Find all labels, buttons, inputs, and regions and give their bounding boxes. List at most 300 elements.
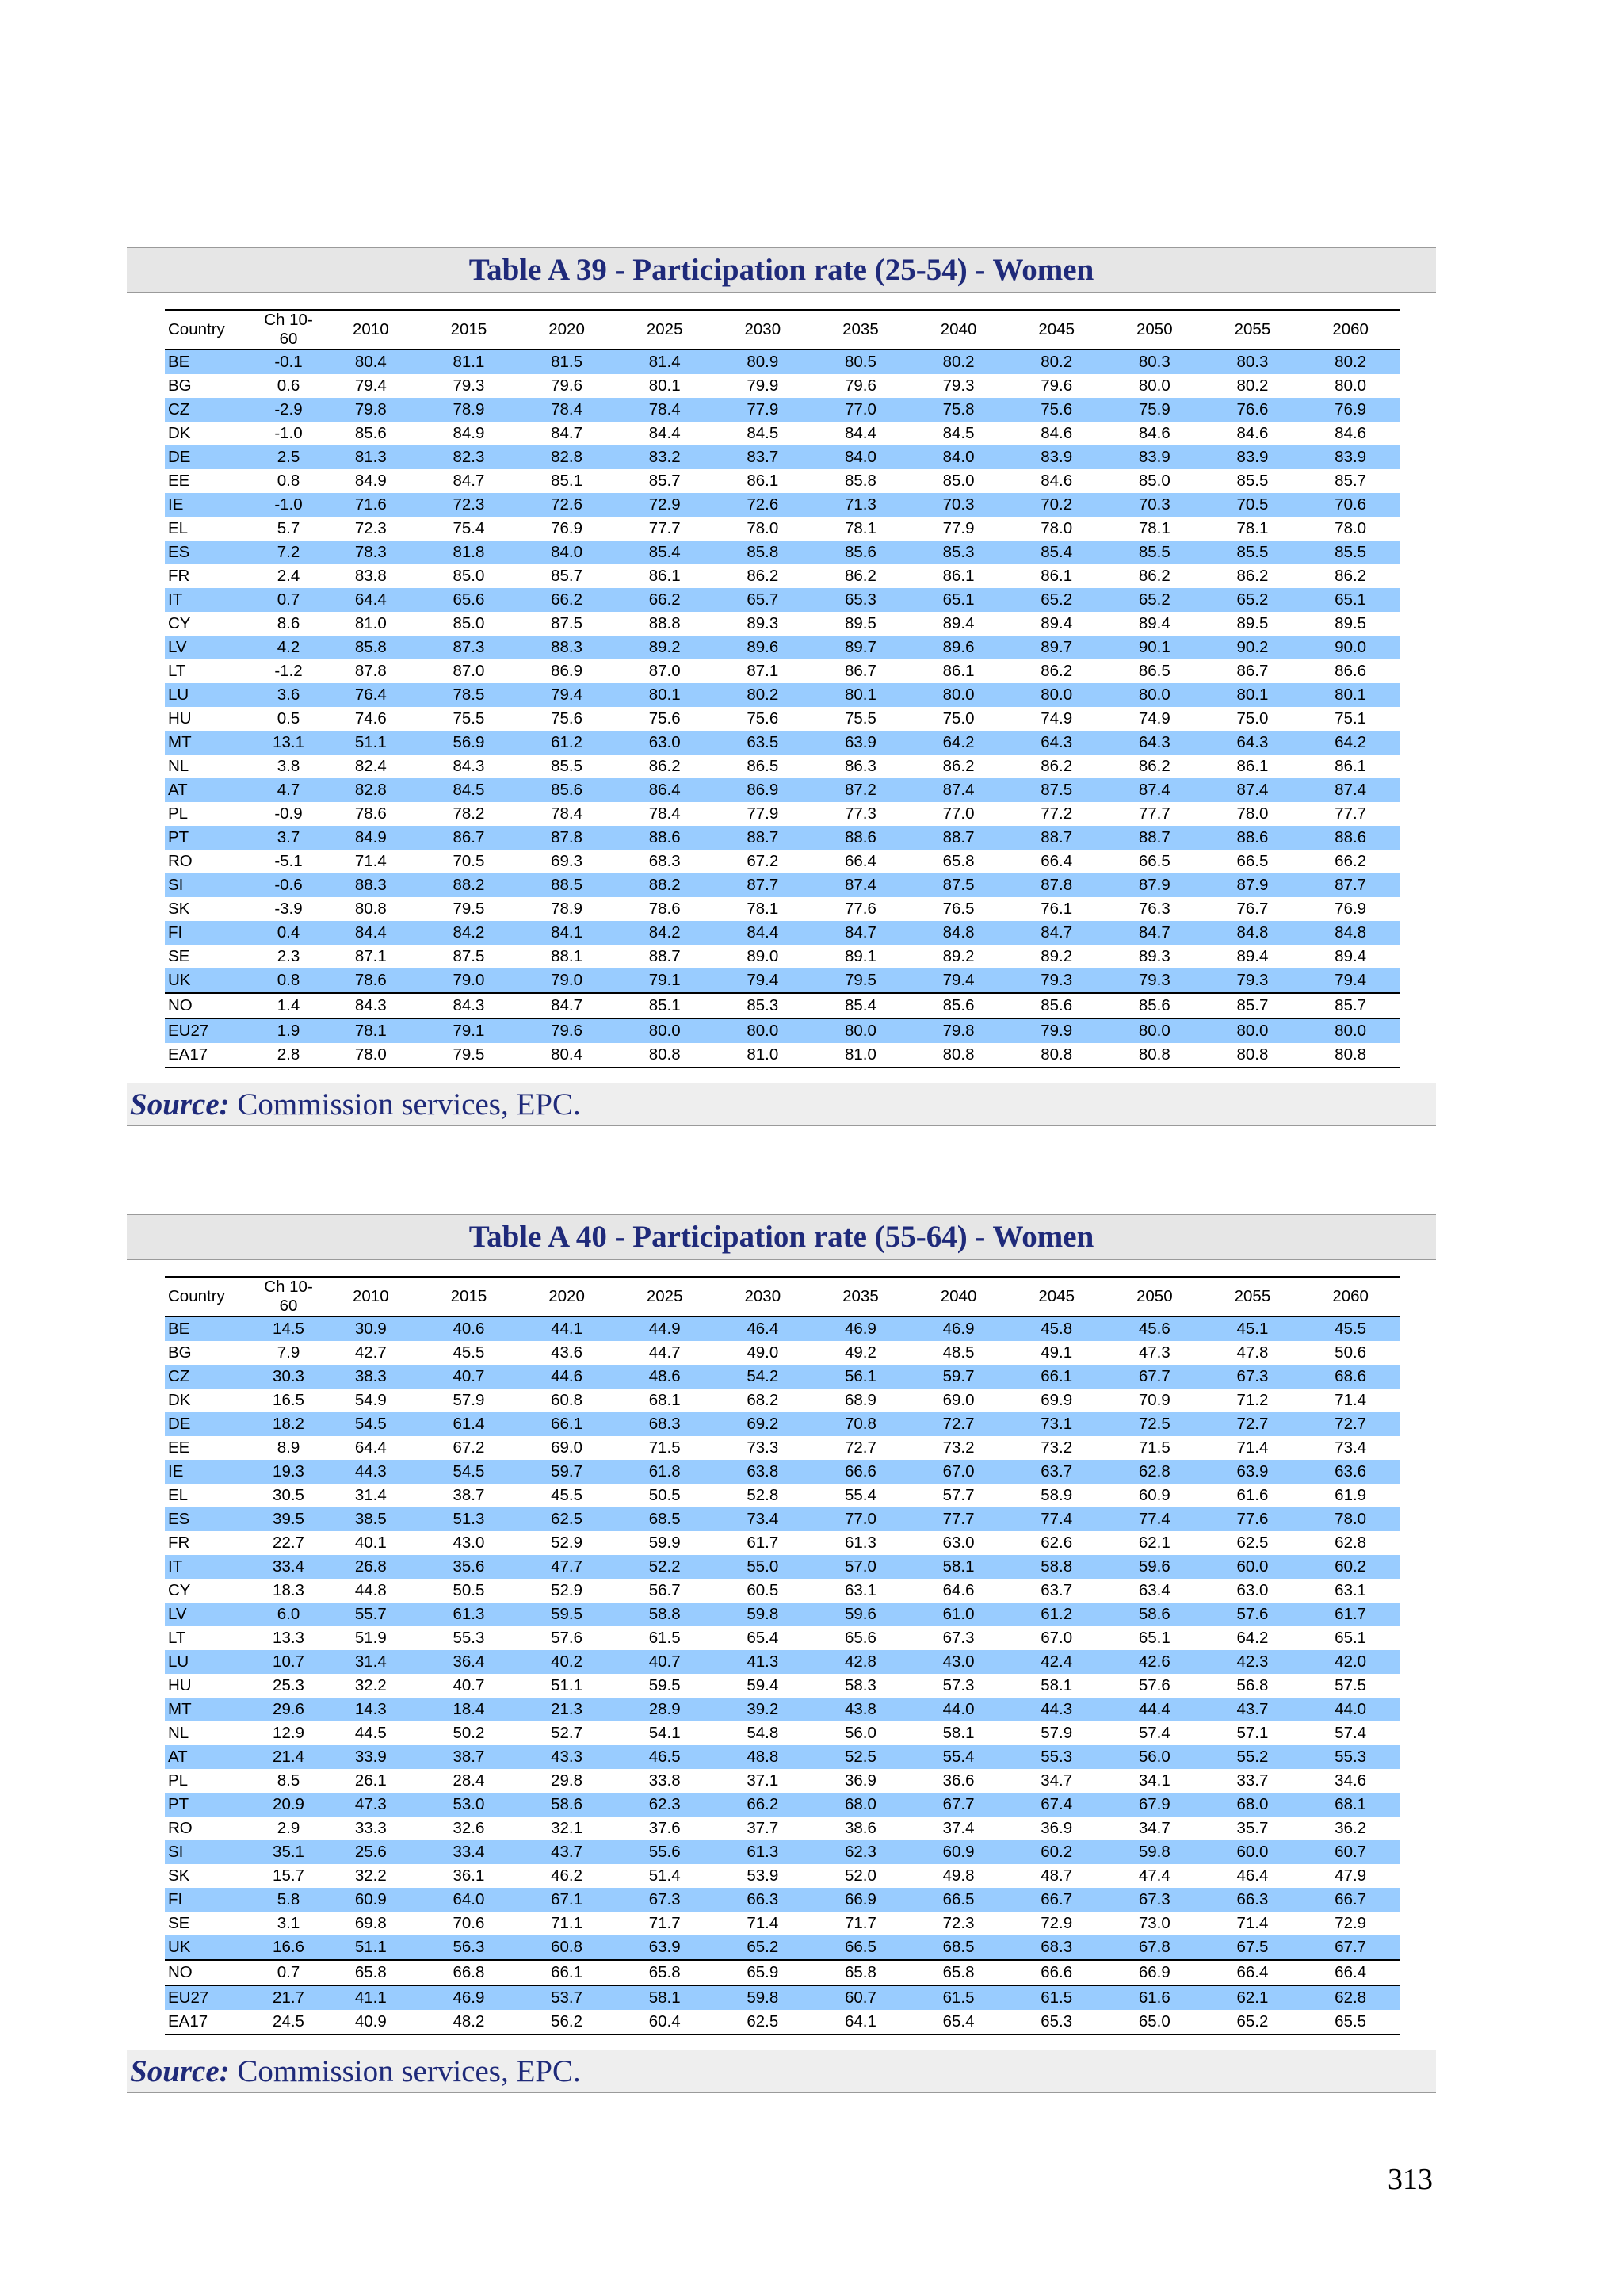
value-cell: 65.0 <box>1106 2010 1204 2034</box>
value-cell: 84.9 <box>322 826 420 850</box>
value-cell: 61.5 <box>910 1985 1008 2010</box>
value-cell: 80.0 <box>1106 1018 1204 1043</box>
value-cell: 38.6 <box>844 1819 876 1837</box>
column-header: 2035 <box>812 1277 910 1316</box>
value-cell: 16.6 <box>255 1935 322 1960</box>
value-cell: 36.1 <box>453 1866 485 1885</box>
value-cell: 80.1 <box>1301 683 1400 707</box>
table-row <box>165 802 1400 826</box>
value-cell: 89.6 <box>910 636 1008 659</box>
value-cell: 68.3 <box>616 1412 714 1436</box>
country-cell: BE <box>165 350 255 374</box>
value-cell: 63.7 <box>1041 1581 1073 1599</box>
value-cell: 89.0 <box>747 947 779 965</box>
value-cell: 25.3 <box>273 1676 304 1694</box>
value-cell: 65.2 <box>1204 588 1302 612</box>
value-cell: 65.1 <box>1335 1629 1367 1647</box>
country-cell: AT <box>165 778 255 802</box>
value-cell: 61.7 <box>747 1534 779 1552</box>
value-cell: 40.9 <box>322 2010 420 2034</box>
value-cell: 85.6 <box>1106 993 1204 1018</box>
value-cell: 8.9 <box>277 1438 300 1457</box>
value-cell: 59.7 <box>910 1365 1008 1389</box>
country-cell: EU27 <box>165 1985 255 2010</box>
value-cell: 35.6 <box>420 1555 518 1579</box>
value-cell: 72.9 <box>1041 1914 1073 1932</box>
table-row <box>165 1698 1400 1721</box>
value-cell: 72.7 <box>1204 1412 1302 1436</box>
value-cell: 57.6 <box>1138 1676 1170 1694</box>
value-cell: 68.3 <box>1007 1935 1106 1960</box>
value-cell: 68.3 <box>648 852 681 870</box>
value-cell: 86.1 <box>1041 567 1073 585</box>
value-cell: 76.7 <box>1236 900 1269 918</box>
country-cell: HU <box>168 709 192 728</box>
value-cell: 52.0 <box>844 1866 876 1885</box>
value-cell: 69.2 <box>714 1412 812 1436</box>
value-cell: 90.1 <box>1106 636 1204 659</box>
value-cell: 37.6 <box>648 1819 681 1837</box>
value-cell: 57.7 <box>942 1486 975 1504</box>
value-cell: 60.4 <box>616 2010 714 2034</box>
value-cell: 57.4 <box>1138 1724 1170 1742</box>
value-cell: 57.0 <box>812 1555 910 1579</box>
value-cell: 72.3 <box>942 1914 975 1932</box>
value-cell: 55.4 <box>910 1745 1008 1769</box>
value-cell: 62.3 <box>812 1840 910 1864</box>
value-cell: 79.9 <box>747 376 779 395</box>
value-cell: 5.8 <box>255 1888 322 1912</box>
value-cell: 69.9 <box>1041 1391 1073 1409</box>
value-cell: 54.2 <box>714 1365 812 1389</box>
value-cell: 47.3 <box>1138 1343 1170 1362</box>
value-cell: 83.9 <box>1106 445 1204 469</box>
value-cell: 86.5 <box>1138 662 1170 680</box>
table-row <box>165 659 1400 683</box>
value-cell: 44.8 <box>354 1581 387 1599</box>
value-cell: 58.8 <box>616 1603 714 1626</box>
column-header: 2050 <box>1106 1277 1204 1316</box>
value-cell: 33.8 <box>648 1771 681 1790</box>
value-cell: 84.6 <box>1335 424 1367 442</box>
country-cell: EA17 <box>165 2010 255 2034</box>
value-cell: 3.6 <box>255 683 322 707</box>
value-cell: 43.8 <box>812 1698 910 1721</box>
country-cell: IT <box>165 1555 255 1579</box>
value-cell: 31.4 <box>322 1650 420 1674</box>
value-cell: 78.1 <box>844 519 876 537</box>
value-cell: 86.6 <box>1335 662 1367 680</box>
value-cell: 66.1 <box>517 1960 616 1985</box>
value-cell: 62.1 <box>1204 1985 1302 2010</box>
value-cell: 51.9 <box>354 1629 387 1647</box>
value-cell: 19.3 <box>255 1460 322 1484</box>
value-cell: 79.6 <box>1041 376 1073 395</box>
value-cell: 89.4 <box>942 614 975 632</box>
value-cell: 84.3 <box>453 757 485 775</box>
value-cell: 86.1 <box>1335 757 1367 775</box>
value-cell: 71.3 <box>812 493 910 517</box>
value-cell: 65.8 <box>322 1960 420 1985</box>
value-cell: 81.0 <box>714 1043 812 1068</box>
value-cell: 73.4 <box>1335 1438 1367 1457</box>
table-header-row <box>165 1277 1400 1316</box>
value-cell: 84.6 <box>1138 424 1170 442</box>
value-cell: 42.4 <box>1007 1650 1106 1674</box>
value-cell: 45.5 <box>1301 1316 1400 1341</box>
value-cell: 87.7 <box>714 873 812 897</box>
table-row <box>165 1935 1400 1960</box>
value-cell: 50.2 <box>453 1724 485 1742</box>
value-cell: 64.1 <box>812 2010 910 2034</box>
value-cell: 88.2 <box>420 873 518 897</box>
value-cell: 57.4 <box>1335 1724 1367 1742</box>
value-cell: 75.5 <box>453 709 485 728</box>
value-cell: 80.3 <box>1106 350 1204 374</box>
value-cell: 77.0 <box>812 1507 910 1531</box>
value-cell: 25.6 <box>322 1840 420 1864</box>
value-cell: -0.6 <box>255 873 322 897</box>
value-cell: 85.7 <box>1335 472 1367 490</box>
value-cell: 44.3 <box>1007 1698 1106 1721</box>
value-cell: 81.0 <box>812 1043 910 1068</box>
value-cell: 65.4 <box>910 2010 1008 2034</box>
value-cell: 44.0 <box>1301 1698 1400 1721</box>
value-cell: 79.5 <box>812 968 910 993</box>
value-cell: 79.1 <box>420 1018 518 1043</box>
value-cell: 60.5 <box>747 1581 779 1599</box>
value-cell: 64.3 <box>1007 731 1106 755</box>
value-cell: 60.9 <box>1138 1486 1170 1504</box>
value-cell: 42.3 <box>1204 1650 1302 1674</box>
value-cell: 77.7 <box>1138 804 1170 823</box>
value-cell: 61.5 <box>1007 1985 1106 2010</box>
country-cell: LV <box>165 1603 255 1626</box>
value-cell: 79.3 <box>1204 968 1302 993</box>
value-cell: 44.4 <box>1106 1698 1204 1721</box>
table-row <box>165 897 1400 921</box>
value-cell: 80.1 <box>812 683 910 707</box>
value-cell: -0.1 <box>255 350 322 374</box>
value-cell: 86.2 <box>1138 757 1170 775</box>
country-cell: BG <box>168 1343 192 1362</box>
value-cell: 86.2 <box>844 567 876 585</box>
value-cell: 85.7 <box>648 472 681 490</box>
value-cell: 73.4 <box>714 1507 812 1531</box>
table-row <box>165 1603 1400 1626</box>
value-cell: 68.2 <box>747 1391 779 1409</box>
value-cell: 33.4 <box>420 1840 518 1864</box>
value-cell: 55.0 <box>714 1555 812 1579</box>
value-cell: 89.2 <box>942 947 975 965</box>
page-number: 313 <box>1388 2163 1433 2196</box>
value-cell: 71.4 <box>354 852 387 870</box>
value-cell: 88.6 <box>1301 826 1400 850</box>
country-cell: EU27 <box>165 1018 255 1043</box>
value-cell: 80.0 <box>1007 683 1106 707</box>
country-cell: CZ <box>165 398 255 422</box>
value-cell: 72.6 <box>714 493 812 517</box>
value-cell: 65.3 <box>1007 2010 1106 2034</box>
value-cell: 89.7 <box>1007 636 1106 659</box>
value-cell: 78.4 <box>551 804 583 823</box>
value-cell: 48.2 <box>420 2010 518 2034</box>
table-row <box>165 1555 1400 1579</box>
value-cell: 77.6 <box>844 900 876 918</box>
value-cell: 49.2 <box>844 1343 876 1362</box>
value-cell: 67.3 <box>616 1888 714 1912</box>
value-cell: 78.1 <box>1138 519 1170 537</box>
country-cell: SK <box>168 900 190 918</box>
country-cell: CZ <box>165 1365 255 1389</box>
value-cell: 63.0 <box>942 1534 975 1552</box>
value-cell: 0.6 <box>277 376 300 395</box>
value-cell: 86.7 <box>844 662 876 680</box>
value-cell: 85.8 <box>714 541 812 564</box>
table-row <box>165 1531 1400 1555</box>
value-cell: 78.9 <box>551 900 583 918</box>
value-cell: 34.6 <box>1335 1771 1367 1790</box>
value-cell: 57.9 <box>1041 1724 1073 1742</box>
value-cell: 88.7 <box>1007 826 1106 850</box>
value-cell: 87.4 <box>1301 778 1400 802</box>
value-cell: 85.4 <box>812 993 910 1018</box>
value-cell: 79.4 <box>1301 968 1400 993</box>
value-cell: 58.8 <box>1007 1555 1106 1579</box>
value-cell: 58.1 <box>1041 1676 1073 1694</box>
table-row <box>165 1674 1400 1698</box>
value-cell: -0.9 <box>274 804 303 823</box>
column-header: 2020 <box>517 310 616 350</box>
table-row <box>165 778 1400 802</box>
value-cell: 83.9 <box>1204 445 1302 469</box>
value-cell: 0.5 <box>277 709 300 728</box>
value-cell: 8.6 <box>277 614 300 632</box>
value-cell: 38.3 <box>322 1365 420 1389</box>
country-cell: SI <box>165 1840 255 1864</box>
value-cell: 75.4 <box>453 519 485 537</box>
table-row <box>165 564 1400 588</box>
value-cell: 13.3 <box>273 1629 304 1647</box>
value-cell: 66.2 <box>616 588 714 612</box>
table-row <box>165 826 1400 850</box>
table-row <box>165 1389 1400 1412</box>
value-cell: 62.8 <box>1335 1534 1367 1552</box>
value-cell: 79.3 <box>1007 968 1106 993</box>
value-cell: 59.8 <box>1106 1840 1204 1864</box>
value-cell: 88.7 <box>648 947 681 965</box>
value-cell: 47.3 <box>322 1793 420 1817</box>
value-cell: 85.3 <box>910 541 1008 564</box>
value-cell: 34.1 <box>1138 1771 1170 1790</box>
table-row <box>165 1840 1400 1864</box>
value-cell: 70.9 <box>1138 1391 1170 1409</box>
value-cell: 89.5 <box>1335 614 1367 632</box>
value-cell: 44.9 <box>616 1316 714 1341</box>
value-cell: 87.5 <box>551 614 583 632</box>
value-cell: 78.0 <box>1041 519 1073 537</box>
value-cell: 78.6 <box>648 900 681 918</box>
value-cell: 74.9 <box>1041 709 1073 728</box>
column-header: Ch 10-60 <box>255 310 322 350</box>
table-row <box>165 1460 1400 1484</box>
value-cell: 71.4 <box>1236 1914 1269 1932</box>
table-row <box>165 517 1400 541</box>
value-cell: 77.7 <box>648 519 681 537</box>
value-cell: 38.5 <box>322 1507 420 1531</box>
value-cell: 56.0 <box>1106 1745 1204 1769</box>
table-row <box>165 445 1400 469</box>
value-cell: 67.2 <box>453 1438 485 1457</box>
value-cell: 87.4 <box>910 778 1008 802</box>
value-cell: 79.5 <box>420 1043 518 1068</box>
value-cell: 66.6 <box>1007 1960 1106 1985</box>
value-cell: 29.8 <box>551 1771 583 1790</box>
table-a39-section <box>127 247 1436 1064</box>
country-cell: BE <box>165 1316 255 1341</box>
value-cell: 56.2 <box>517 2010 616 2034</box>
country-cell: EE <box>168 472 190 490</box>
country-cell: NL <box>168 757 189 775</box>
table-header-row <box>165 310 1400 350</box>
value-cell: 55.4 <box>844 1486 876 1504</box>
country-cell: PT <box>165 826 255 850</box>
value-cell: 81.4 <box>616 350 714 374</box>
value-cell: 78.6 <box>322 968 420 993</box>
value-cell: 86.2 <box>1041 757 1073 775</box>
value-cell: 66.4 <box>1204 1960 1302 1985</box>
value-cell: 87.1 <box>747 662 779 680</box>
country-cell: ES <box>165 541 255 564</box>
value-cell: 37.7 <box>747 1819 779 1837</box>
country-cell: FR <box>168 567 190 585</box>
country-cell: NO <box>165 1960 255 1985</box>
value-cell: 80.8 <box>910 1043 1008 1068</box>
value-cell: 80.2 <box>1236 376 1269 395</box>
value-cell: 65.2 <box>714 1935 812 1960</box>
value-cell: 69.0 <box>551 1438 583 1457</box>
value-cell: 72.9 <box>616 493 714 517</box>
value-cell: 56.9 <box>420 731 518 755</box>
value-cell: 63.1 <box>1335 1581 1367 1599</box>
value-cell: 64.2 <box>910 731 1008 755</box>
value-cell: 65.3 <box>812 588 910 612</box>
value-cell: 80.1 <box>616 683 714 707</box>
table-row <box>165 1650 1400 1674</box>
value-cell: 84.3 <box>322 993 420 1018</box>
country-cell: LV <box>165 636 255 659</box>
value-cell: 84.9 <box>453 424 485 442</box>
country-cell: LU <box>165 1650 255 1674</box>
value-cell: 60.0 <box>1204 1840 1302 1864</box>
column-header: 2060 <box>1301 310 1400 350</box>
value-cell: 51.1 <box>322 1935 420 1960</box>
column-header: 2015 <box>420 1277 518 1316</box>
value-cell: 60.2 <box>1007 1840 1106 1864</box>
table-row <box>165 541 1400 564</box>
value-cell: 35.7 <box>1236 1819 1269 1837</box>
value-cell: 76.9 <box>1335 900 1367 918</box>
value-cell: 78.5 <box>420 683 518 707</box>
value-cell: 64.2 <box>1236 1629 1269 1647</box>
value-cell: 76.1 <box>1041 900 1073 918</box>
value-cell: 78.2 <box>453 804 485 823</box>
value-cell: 64.6 <box>942 1581 975 1599</box>
value-cell: 72.6 <box>517 493 616 517</box>
value-cell: 35.1 <box>255 1840 322 1864</box>
value-cell: 72.9 <box>1335 1914 1367 1932</box>
value-cell: 70.6 <box>453 1914 485 1932</box>
value-cell: 80.0 <box>1106 683 1204 707</box>
value-cell: 6.0 <box>255 1603 322 1626</box>
country-cell: CY <box>168 614 191 632</box>
value-cell: 80.8 <box>1106 1043 1204 1068</box>
value-cell: -1.2 <box>274 662 303 680</box>
value-cell: 32.2 <box>354 1866 387 1885</box>
value-cell: 56.1 <box>812 1365 910 1389</box>
value-cell: 79.4 <box>714 968 812 993</box>
value-cell: 82.8 <box>517 445 616 469</box>
value-cell: 58.1 <box>942 1724 975 1742</box>
value-cell: 89.5 <box>844 614 876 632</box>
value-cell: 42.0 <box>1301 1650 1400 1674</box>
value-cell: 78.3 <box>322 541 420 564</box>
value-cell: 77.6 <box>1204 1507 1302 1531</box>
value-cell: 85.6 <box>910 993 1008 1018</box>
value-cell: 62.8 <box>1301 1985 1400 2010</box>
value-cell: 69.3 <box>551 852 583 870</box>
value-cell: 59.9 <box>648 1534 681 1552</box>
value-cell: 60.7 <box>1301 1840 1400 1864</box>
value-cell: 43.3 <box>517 1745 616 1769</box>
value-cell: 36.4 <box>420 1650 518 1674</box>
value-cell: 45.8 <box>1007 1316 1106 1341</box>
table-row <box>165 1985 1400 2010</box>
value-cell: 60.9 <box>322 1888 420 1912</box>
value-cell: 87.0 <box>453 662 485 680</box>
value-cell: 89.2 <box>616 636 714 659</box>
value-cell: 66.5 <box>910 1888 1008 1912</box>
value-cell: 84.7 <box>1007 921 1106 945</box>
value-cell: 72.5 <box>1106 1412 1204 1436</box>
value-cell: 86.7 <box>420 826 518 850</box>
value-cell: 33.7 <box>1236 1771 1269 1790</box>
value-cell: 88.3 <box>322 873 420 897</box>
value-cell: 88.6 <box>616 826 714 850</box>
column-header: Country <box>165 1277 255 1316</box>
value-cell: 65.2 <box>1106 588 1204 612</box>
participation-table-25-54 <box>165 309 1400 1068</box>
value-cell: 84.7 <box>551 424 583 442</box>
value-cell: 61.9 <box>1335 1486 1367 1504</box>
table-row <box>165 350 1400 374</box>
value-cell: 78.1 <box>1236 519 1269 537</box>
value-cell: 0.4 <box>255 921 322 945</box>
value-cell: 58.6 <box>1106 1603 1204 1626</box>
value-cell: 43.7 <box>1204 1698 1302 1721</box>
value-cell: 49.1 <box>1041 1343 1073 1362</box>
value-cell: 86.2 <box>1041 662 1073 680</box>
value-cell: 75.6 <box>648 709 681 728</box>
value-cell: 65.1 <box>910 588 1008 612</box>
value-cell: 85.6 <box>1007 993 1106 1018</box>
value-cell: 79.3 <box>453 376 485 395</box>
value-cell: 51.4 <box>648 1866 681 1885</box>
value-cell: 84.4 <box>648 424 681 442</box>
value-cell: 83.2 <box>616 445 714 469</box>
value-cell: 64.4 <box>354 1438 387 1457</box>
value-cell: 70.5 <box>1204 493 1302 517</box>
